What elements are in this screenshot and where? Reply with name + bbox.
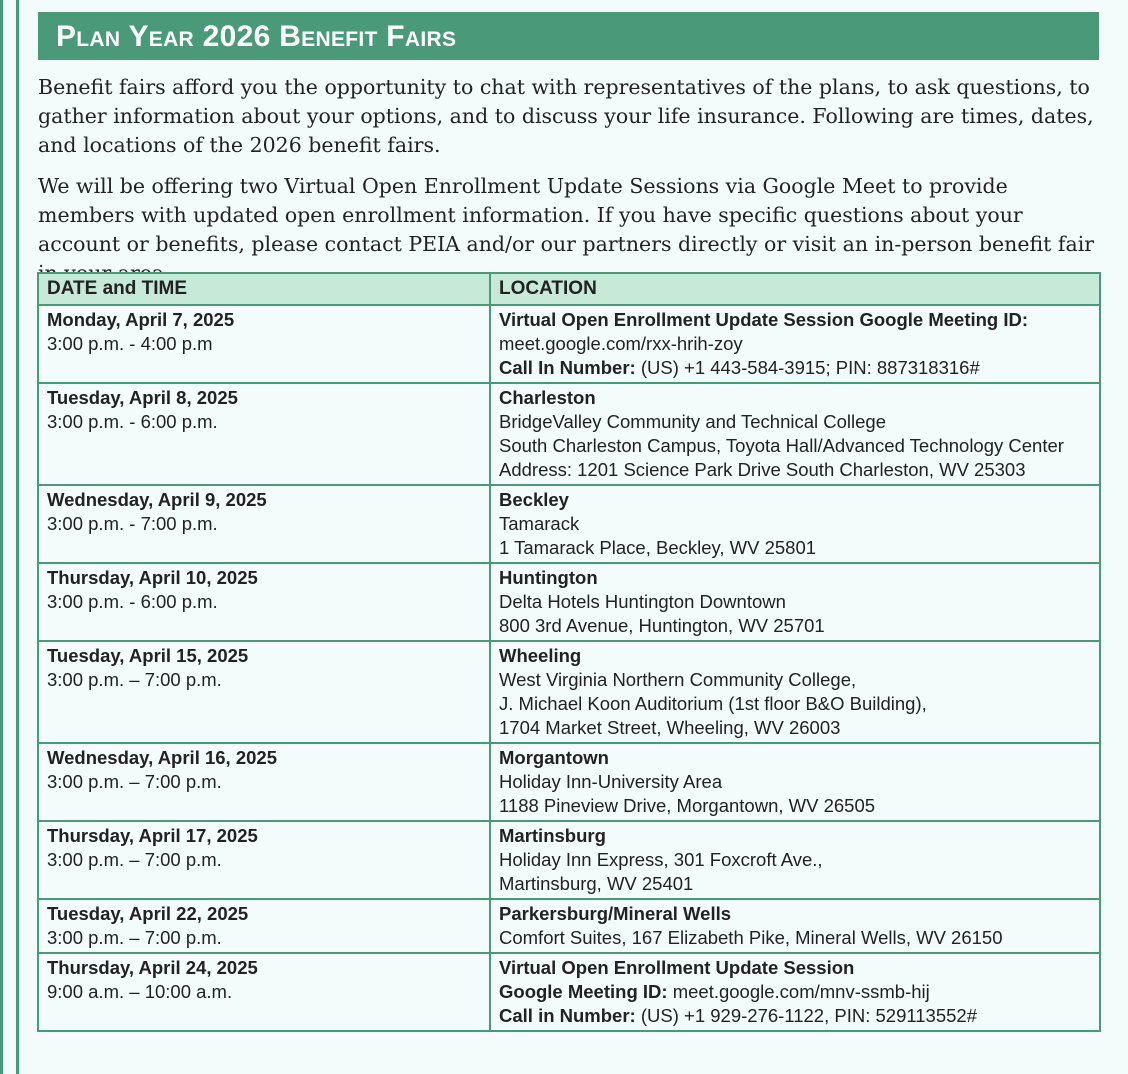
call-in-label: Call in Number: (499, 1005, 636, 1026)
location-line: Holiday Inn Express, 301 Foxcroft Ave., (499, 849, 823, 870)
call-in-label: Call In Number: (499, 357, 636, 378)
event-date: Tuesday, April 8, 2025 (47, 387, 238, 408)
location-line: Delta Hotels Huntington Downtown (499, 591, 786, 612)
event-date: Monday, April 7, 2025 (47, 309, 235, 330)
location-line: BridgeValley Community and Technical College (499, 411, 886, 432)
table-row (38, 563, 1100, 641)
meeting-link[interactable]: meet.google.com/rxx-hrih-zoy (499, 333, 743, 354)
event-time: 3:00 p.m. – 7:00 p.m. (47, 927, 222, 948)
date-cell (38, 485, 490, 563)
event-time: 3:00 p.m. - 6:00 p.m. (47, 411, 218, 432)
location-line: South Charleston Campus, Toyota Hall/Advanced Technology Center (499, 435, 1064, 456)
location-cell (490, 485, 1100, 563)
location-name: Morgantown (499, 747, 609, 768)
location-name: Virtual Open Enrollment Update Session Google Meeting ID: (499, 309, 1029, 330)
location-line: West Virginia Northern Community College, (499, 669, 857, 690)
location-line: J. Michael Koon Auditorium (1st floor B&O Building), (499, 693, 927, 714)
location-cell (490, 743, 1100, 821)
decorative-side-rule (0, 0, 22, 1074)
event-date: Tuesday, April 22, 2025 (47, 903, 249, 924)
table-row (38, 953, 1100, 1031)
event-time: 3:00 p.m. – 7:00 p.m. (47, 849, 222, 870)
location-address: 800 3rd Avenue, Huntington, WV 25701 (499, 615, 825, 636)
table-row (38, 383, 1100, 485)
location-address: 1188 Pineview Drive, Morgantown, WV 26505 (499, 795, 876, 816)
location-address: Martinsburg, WV 25401 (499, 873, 694, 894)
location-address: 1 Tamarack Place, Beckley, WV 25801 (499, 537, 817, 558)
meeting-id-line (499, 980, 1091, 1004)
event-date: Thursday, April 17, 2025 (47, 825, 258, 846)
event-time: 3:00 p.m. – 7:00 p.m. (47, 771, 222, 792)
location-cell (490, 953, 1100, 1031)
page-title: Plan Year 2026 Benefit Fairs (38, 12, 1099, 60)
location-address: Address: 1201 Science Park Drive South Charleston, WV 25303 (499, 459, 1026, 480)
location-cell (490, 305, 1100, 383)
event-date: Thursday, April 24, 2025 (47, 957, 258, 978)
location-cell (490, 899, 1100, 953)
location-line: Tamarack (499, 513, 580, 534)
table-header-row (38, 273, 1100, 305)
call-in-line (499, 356, 1091, 380)
location-name: Huntington (499, 567, 598, 588)
event-time: 3:00 p.m. - 7:00 p.m. (47, 513, 218, 534)
location-name: Wheeling (499, 645, 582, 666)
location-name: Martinsburg (499, 825, 606, 846)
event-time: 3:00 p.m. - 6:00 p.m. (47, 591, 218, 612)
location-line: Holiday Inn-University Area (499, 771, 723, 792)
benefit-fairs-table (37, 272, 1101, 1032)
table-row (38, 821, 1100, 899)
table-row (38, 899, 1100, 953)
date-cell (38, 821, 490, 899)
table-row (38, 485, 1100, 563)
header-location: LOCATION (490, 273, 1100, 305)
location-cell (490, 641, 1100, 743)
date-cell (38, 899, 490, 953)
date-cell (38, 305, 490, 383)
meeting-id-label: Google Meeting ID: (499, 981, 668, 1002)
location-cell (490, 383, 1100, 485)
date-cell (38, 563, 490, 641)
date-cell (38, 383, 490, 485)
event-date: Thursday, April 10, 2025 (47, 567, 258, 588)
location-address: 1704 Market Street, Wheeling, WV 26003 (499, 717, 841, 738)
date-cell (38, 641, 490, 743)
meeting-link[interactable]: meet.google.com/mnv-ssmb-hij (667, 981, 930, 1002)
header-date-time: DATE and TIME (38, 273, 490, 305)
call-in-number: (US) +1 929-276-1122, PIN: 529113552# (635, 1005, 978, 1026)
virtual-session-paragraph: We will be offering two Virtual Open Enrollment Update Sessions via Google Meet to provide members with updated open enrollment information. If you have specific questions about your account or benefits, please contact PEIA and/or our partners directly or visit an in-person benefit fair (38, 174, 1095, 256)
event-time: 9:00 a.m. – 10:00 a.m. (47, 981, 233, 1002)
location-cell (490, 821, 1100, 899)
table-row (38, 743, 1100, 821)
table-row (38, 641, 1100, 743)
intro-paragraph: Benefit fairs afford you the opportunity to chat with representatives of the plans, to ask questions, to gather information about your options, and to discuss your life insurance. Following are times, dates, and locations of the 2026 benefit fairs. (38, 75, 1094, 157)
table-row (38, 305, 1100, 383)
call-in-number: (US) +1 443-584-3915; PIN: 887318316# (635, 357, 980, 378)
location-name: Beckley (499, 489, 569, 510)
event-time: 3:00 p.m. – 7:00 p.m. (47, 669, 222, 690)
event-date: Tuesday, April 15, 2025 (47, 645, 249, 666)
date-cell (38, 743, 490, 821)
location-name: Charleston (499, 387, 596, 408)
event-time: 3:00 p.m. - 4:00 p.m (47, 333, 213, 354)
location-address: Comfort Suites, 167 Elizabeth Pike, Mineral Wells, WV 26150 (499, 927, 1003, 948)
location-name: Parkersburg/Mineral Wells (499, 903, 732, 924)
location-name: Virtual Open Enrollment Update Session (499, 957, 855, 978)
event-date: Wednesday, April 9, 2025 (47, 489, 267, 510)
location-cell (490, 563, 1100, 641)
event-date: Wednesday, April 16, 2025 (47, 747, 277, 768)
call-in-line (499, 1004, 1091, 1028)
date-cell (38, 953, 490, 1031)
